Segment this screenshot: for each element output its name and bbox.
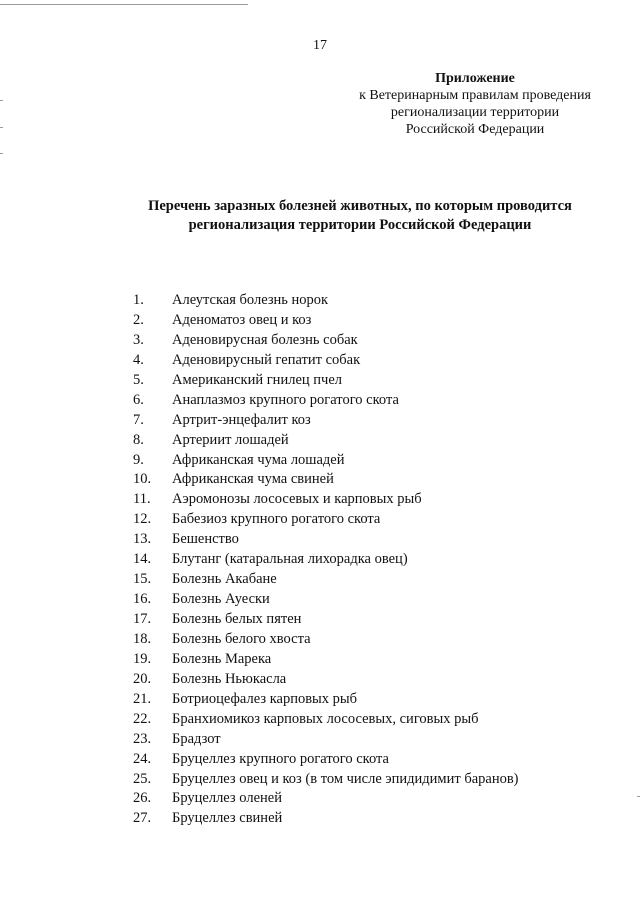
scan-margin-mark [0, 100, 3, 101]
disease-name: Аденоматоз овец и коз [172, 311, 312, 328]
disease-name: Болезнь белого хвоста [172, 630, 311, 647]
item-number: 23. [133, 730, 152, 747]
disease-name: Бруцеллез свиней [172, 810, 283, 827]
disease-name: Бабезиоз крупного рогатого скота [172, 511, 381, 528]
appendix-line: регионализации территории [390, 105, 560, 120]
item-number: 8. [133, 431, 144, 448]
item-number: 15. [133, 571, 152, 588]
item-number: 6. [133, 391, 144, 408]
disease-name: Анаплазмоз крупного рогатого скота [172, 391, 399, 408]
disease-name: Бруцеллез оленей [172, 790, 282, 807]
list-item [0, 610, 640, 630]
item-number: 13. [133, 531, 152, 548]
appendix-title: Приложение [435, 71, 515, 86]
item-number: 21. [133, 690, 152, 707]
item-number: 25. [133, 770, 152, 787]
disease-name: Ботриоцефалез карповых рыб [172, 690, 358, 707]
disease-name: Аденовирусная болезнь собак [172, 331, 358, 348]
item-number: 9. [133, 451, 144, 468]
disease-name: Болезнь белых пятен [172, 611, 302, 627]
list-item [0, 690, 640, 710]
item-number: 18. [133, 630, 152, 647]
list-item [0, 730, 640, 750]
heading-line: Перечень заразных болезней животных, по которым проводится [148, 198, 572, 214]
list-item [0, 490, 640, 510]
list-item [0, 331, 640, 351]
disease-name: Аэромонозы лососевых и карповых рыб [172, 491, 422, 508]
item-number: 19. [133, 650, 152, 667]
list-item [0, 431, 640, 451]
item-number: 26. [133, 790, 152, 807]
disease-name: Африканская чума лошадей [172, 451, 345, 468]
item-number: 17. [133, 611, 152, 627]
list-item [0, 371, 640, 391]
list-item [0, 630, 640, 650]
list-item [0, 291, 640, 311]
item-number: 10. [133, 471, 152, 488]
disease-name: Бранхиомикоз карповых лососевых, сиговых рыб [172, 710, 479, 727]
list-item [0, 570, 640, 590]
list-item [0, 590, 640, 610]
list-item [0, 710, 640, 730]
list-item [0, 550, 640, 570]
list-item [0, 391, 640, 411]
item-number: 16. [133, 591, 152, 608]
disease-name: Аденовирусный гепатит собак [172, 351, 361, 368]
disease-list [0, 291, 640, 829]
scan-top-line [0, 4, 248, 5]
list-item [0, 351, 640, 371]
item-number: 1. [133, 292, 144, 308]
list-item [0, 311, 640, 331]
list-item [0, 470, 640, 490]
disease-name: Африканская чума свиней [172, 471, 334, 488]
item-number: 4. [133, 351, 144, 368]
item-number: 27. [133, 810, 152, 827]
disease-name: Болезнь Ауески [172, 591, 270, 608]
item-number: 24. [133, 750, 152, 767]
scan-margin-mark [0, 153, 3, 154]
item-number: 22. [133, 710, 152, 727]
item-number: 20. [133, 670, 152, 687]
item-number: 3. [133, 331, 144, 348]
disease-name: Артериит лошадей [172, 431, 289, 448]
disease-name: Болезнь Акабане [172, 571, 277, 588]
appendix-line: Российской Федерации [405, 122, 545, 137]
list-item [0, 650, 640, 670]
disease-name: Блутанг (катаральная лихорадка овец) [172, 551, 408, 568]
item-number: 14. [133, 551, 152, 568]
page-number: 17 [313, 38, 327, 53]
scan-margin-mark [0, 127, 3, 128]
item-number: 11. [133, 491, 151, 508]
item-number: 5. [133, 371, 144, 388]
heading-line: регионализация территории Российской Федерации [188, 217, 532, 233]
list-item [0, 530, 640, 550]
disease-name: Американский гнилец пчел [172, 371, 342, 388]
list-item [0, 750, 640, 770]
item-number: 2. [133, 311, 144, 328]
disease-name: Бруцеллез овец и коз (в том числе эпидидимит баранов) [172, 770, 519, 787]
disease-name: Брадзот [172, 730, 221, 747]
disease-name: Болезнь Марека [172, 650, 272, 667]
disease-name: Артрит-энцефалит коз [172, 411, 311, 428]
appendix-block [340, 70, 610, 138]
list-item [0, 451, 640, 471]
list-item [0, 510, 640, 530]
document-heading [120, 197, 600, 235]
list-item [0, 411, 640, 431]
list-item [0, 789, 640, 809]
disease-name: Бешенство [172, 531, 239, 548]
list-item [0, 670, 640, 690]
item-number: 7. [133, 411, 144, 428]
list-item [0, 809, 640, 829]
disease-name: Бруцеллез крупного рогатого скота [172, 750, 389, 767]
appendix-line: к Ветеринарным правилам проведения [359, 88, 591, 103]
disease-name: Алеутская болезнь норок [172, 292, 329, 308]
disease-name: Болезнь Ньюкасла [172, 670, 287, 687]
list-item [0, 770, 640, 790]
item-number: 12. [133, 511, 152, 528]
